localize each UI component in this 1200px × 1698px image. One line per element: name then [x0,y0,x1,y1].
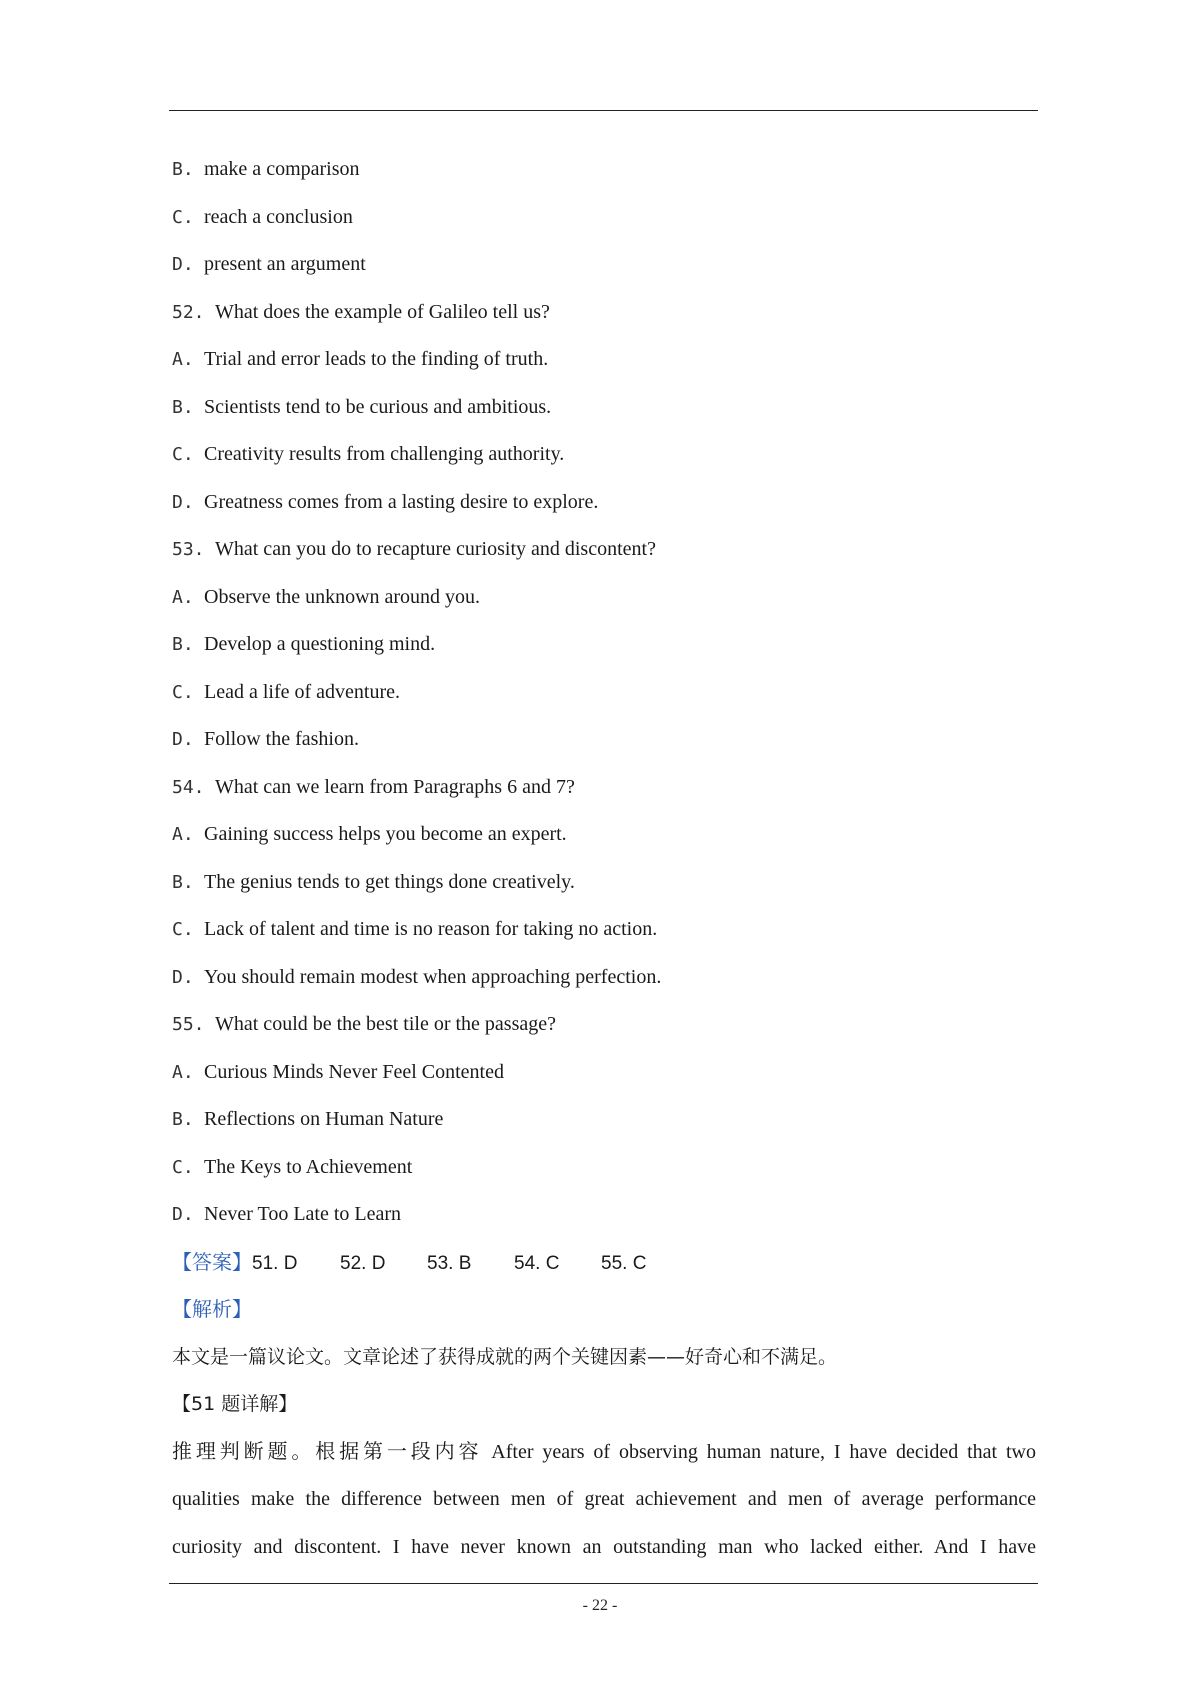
question-54: 54. What can we learn from Paragraphs 6 and 7? [172,775,575,798]
header-rule [169,110,1038,111]
option-54-c: C. Lack of talent and time is no reason for taking no action. [172,918,658,940]
option-53-d: D. Follow the fashion. [172,728,359,750]
option-52-b: B. Scientists tend to be curious and ambitious. [172,395,552,418]
option-55-d: D. Never Too Late to Learn [172,1203,402,1225]
summary-text: 本文是一篇议论文。文章论述了获得成就的两个关键因素——好奇心和不满足。 [172,1345,838,1368]
answer-item: 51. D [252,1252,298,1274]
detail-line: qualities make the difference between men of great achievement and men of average performance [172,1488,1036,1510]
option-53-a: A. Observe the unknown around you. [172,585,481,608]
question-53: 53. What can you do to recapture curiosity and discontent? [172,538,656,560]
option-51-d: D. present an argument [172,253,366,275]
analysis-label: 【解析】 [172,1297,252,1321]
answer-item: 53. B [427,1252,472,1274]
answer-item: 52. D [340,1252,386,1274]
option-51-b: B. make a comparison [172,158,360,180]
answer-item: 55. C [601,1252,647,1274]
option-55-a: A. Curious Minds Never Feel Contented [172,1060,504,1083]
option-52-c: C. Creativity results from challenging authority. [172,443,565,465]
option-51-c: C. reach a conclusion [172,205,353,228]
page-content [172,153,1036,1578]
question-55: 55. What could be the best tile or the passage? [172,1013,556,1035]
option-54-d: D. You should remain modest when approaching perfection. [172,965,662,988]
option-54-b: B. The genius tends to get things done creatively. [172,870,575,893]
answer-item: 54. C [514,1252,560,1274]
detail-line: 推理判断题。根据第一段内容 After years of observing human nature, I have decided that two [172,1440,1036,1463]
page-number: - 22 - [582,1597,618,1614]
answer-line [172,1246,1036,1294]
option-53-b: B. Develop a questioning mind. [172,633,436,655]
answer-label: 【答案】 [172,1249,252,1274]
option-53-c: C. Lead a life of adventure. [172,680,401,703]
option-55-c: C. The Keys to Achievement [172,1155,413,1178]
detail-line: curiosity and discontent. I have never known an outstanding man who lacked either. And I have [172,1535,1036,1558]
option-52-d: D. Greatness comes from a lasting desire to explore. [172,490,599,513]
analysis-line [172,1293,1036,1341]
detail-heading: 【51 题详解】 [172,1393,298,1415]
option-54-a: A. Gaining success helps you become an expert. [172,823,567,845]
option-55-b: B. Reflections on Human Nature [172,1108,444,1130]
question-52: 52. What does the example of Galileo tell us? [172,300,550,323]
option-52-a: A. Trial and error leads to the finding of truth. [172,348,549,370]
footer-rule [169,1583,1038,1584]
